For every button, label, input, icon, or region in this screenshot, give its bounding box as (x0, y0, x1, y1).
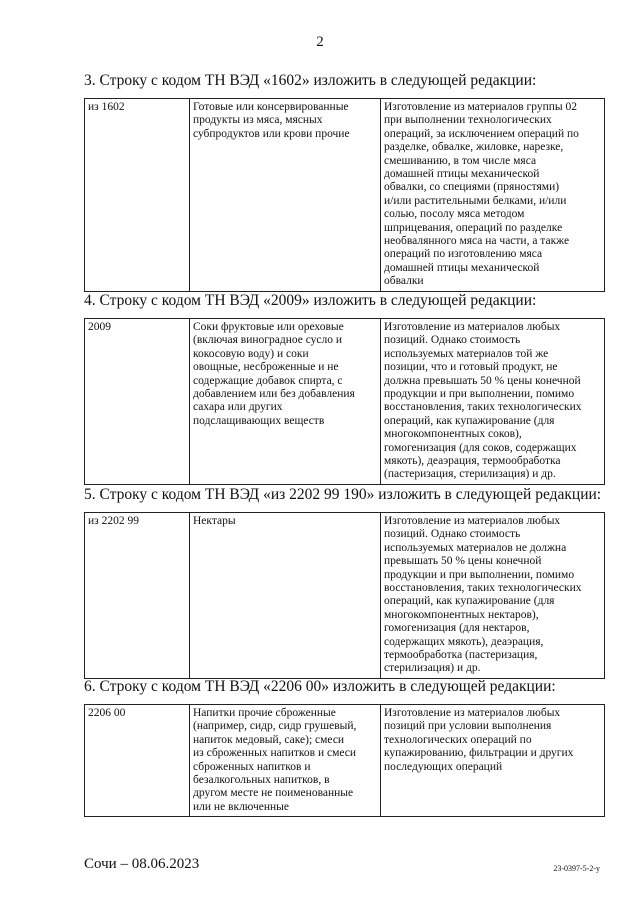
goods-description: Соки фруктовые или ореховые (включая виноградное сусло и кокосовую воду) и соки овощные, несброженные и не содержащие добавок спирта, с добавлением или без добавления сахара или других подслащивающих веществ (193, 321, 355, 427)
description-cell (190, 99, 381, 292)
goods-description: Напитки прочие сброженные (например, сидр, сидр грушевый, напиток медовый, саке); смеси из сброженных напитков и смеси сброженных напитков и безалкогольных напитков, в другом месте не поименованные или не включенные (193, 707, 357, 813)
hs-code: из 2202 99 (88, 515, 139, 527)
conditions-cell (381, 319, 605, 485)
description-cell (190, 513, 381, 679)
section-heading: 5. Строку с кодом ТН ВЭД «из 2202 99 190» изложить в следующей редакции: (84, 486, 602, 503)
rule-table (84, 704, 605, 817)
section-220600 (84, 678, 604, 817)
hs-code: 2206 00 (88, 707, 126, 719)
section-1602 (84, 72, 604, 292)
hs-code: 2009 (88, 321, 111, 333)
hs-code-cell (85, 319, 190, 485)
section-220299 (84, 486, 604, 679)
footer-place-date: Сочи – 08.06.2023 (84, 856, 200, 872)
section-heading: 4. Строку с кодом ТН ВЭД «2009» изложить в следующей редакции: (84, 292, 537, 309)
section-heading: 6. Строку с кодом ТН ВЭД «2206 00» изложить в следующей редакции: (84, 678, 556, 695)
section-2009 (84, 292, 604, 485)
rule-table (84, 98, 605, 292)
hs-code-cell (85, 99, 190, 292)
goods-description: Нектары (193, 515, 236, 527)
table-row (85, 319, 605, 485)
origin-conditions: Изготовление из материалов любых позиций. Однако стоимость используемых материалов той же позиции, что и готовый продукт, не должна превышать 50 % цены конечной продукции и при выполнении, помимо восстановления, таких технологических операций, как купажирование (для многокомпонентных соков), гомогенизация (для соков, содержащих мякоть), деаэрация, термообработка (пастеризация, стерилизация) и др. (384, 321, 582, 481)
conditions-cell (381, 99, 605, 292)
origin-conditions: Изготовление из материалов любых позиций при условии выполнения технологических операций по купажированию, фильтрации и других последующих операций (384, 707, 574, 773)
page-number: 2 (316, 34, 324, 50)
table-row (85, 705, 605, 817)
origin-conditions: Изготовление из материалов группы 02 при выполнении технологических операций, за исключением операций по разделке, обвалке, жиловке, нарезке, смешиванию, в том числе мяса домашней птицы механической обвалки, со специями (пряностями) и/или растительными белками, и/или солью, посолу мяса методом шприцевания, операций по разделке необвалянного мяса на части, а также операций по изготовлению мяса домашней птицы механической обвалки (384, 101, 579, 288)
conditions-cell (381, 705, 605, 817)
description-cell (190, 705, 381, 817)
rule-table (84, 318, 605, 485)
section-heading: 3. Строку с кодом ТН ВЭД «1602» изложить в следующей редакции: (84, 72, 537, 89)
goods-description: Готовые или консервированные продукты из мяса, мясных субпродуктов или крови прочие (193, 101, 350, 140)
table-row (85, 513, 605, 679)
description-cell (190, 319, 381, 485)
hs-code: из 1602 (88, 101, 125, 113)
footer-document-code: 23-0397-5-2-у (553, 864, 600, 873)
hs-code-cell (85, 513, 190, 679)
rule-table (84, 512, 605, 679)
origin-conditions: Изготовление из материалов любых позиций. Однако стоимость используемых материалов не должна превышать 50 % цены конечной продукции и при выполнении, помимо восстановления, таких технологических операций, как купажирование (для многокомпонентных нектаров), гомогенизация (для нектаров, содержащих мякоть), деаэрация, термообработка (пастеризация, стерилизация) и др. (384, 515, 582, 675)
conditions-cell (381, 513, 605, 679)
table-row (85, 99, 605, 292)
hs-code-cell (85, 705, 190, 817)
